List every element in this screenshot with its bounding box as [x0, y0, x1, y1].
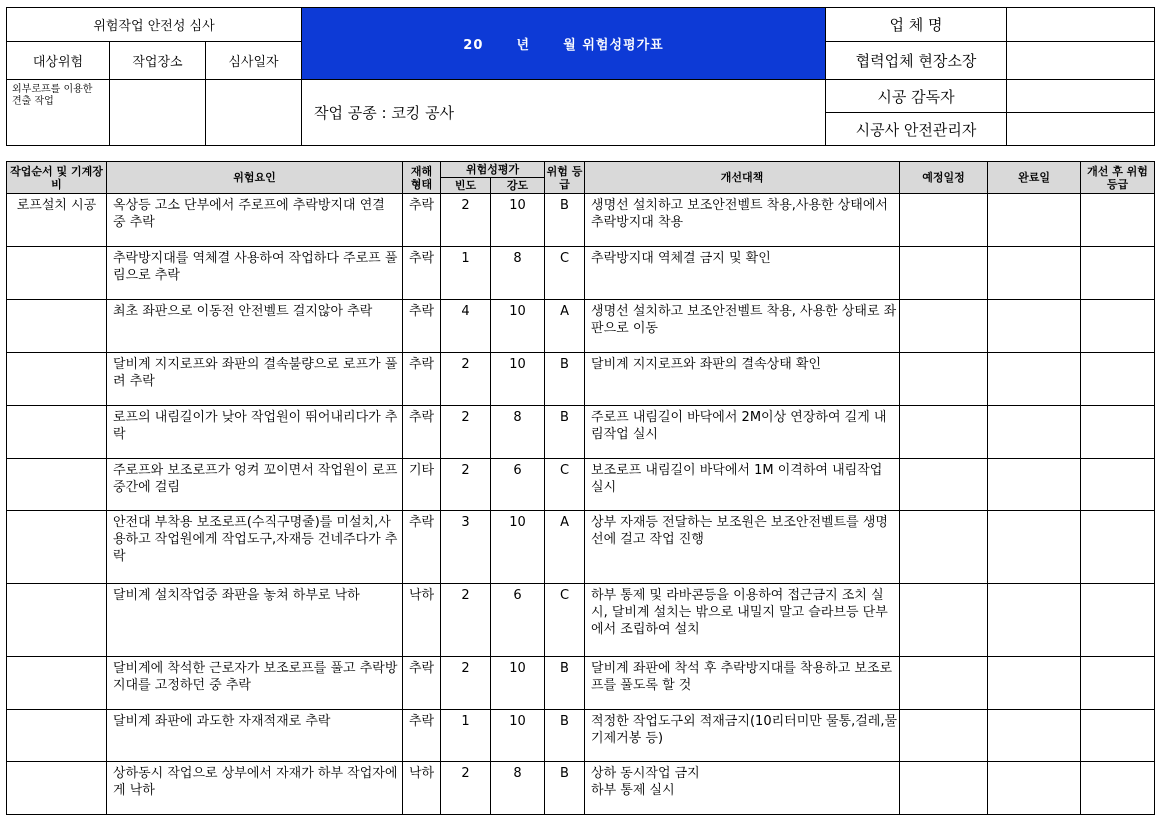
cell-frequency: 1 — [441, 710, 491, 762]
cell-severity: 10 — [491, 710, 545, 762]
cell-disaster-type: 추락 — [403, 194, 441, 247]
cell-procedure — [7, 762, 107, 815]
cell-hazard: 안전대 부착용 보조로프(수직구명줄)를 미설치,사용하고 작업원에게 작업도구,자재등 건네주다가 추락 — [107, 511, 403, 584]
place-value[interactable] — [110, 80, 206, 146]
table-row — [7, 406, 1155, 459]
cell-procedure — [7, 511, 107, 584]
cell-severity: 6 — [491, 459, 545, 511]
cell-procedure — [7, 584, 107, 657]
header-post-grade: 개선 후 위험등급 — [1081, 162, 1155, 194]
cell-frequency: 2 — [441, 584, 491, 657]
cell-schedule[interactable] — [900, 459, 988, 511]
cell-disaster-type: 낙하 — [403, 762, 441, 815]
col-target: 대상위험 — [7, 42, 110, 80]
review-title: 위험작업 안전성 심사 — [7, 8, 302, 42]
cell-procedure — [7, 657, 107, 710]
header-completion: 완료일 — [988, 162, 1081, 194]
cell-frequency: 3 — [441, 511, 491, 584]
cell-post-grade[interactable] — [1081, 710, 1155, 762]
cell-procedure — [7, 247, 107, 300]
cell-procedure — [7, 406, 107, 459]
cell-severity: 10 — [491, 511, 545, 584]
cell-completion[interactable] — [988, 511, 1081, 584]
header-severity: 강도 — [491, 178, 545, 194]
cell-risk-grade: A — [545, 511, 585, 584]
cell-hazard: 달비계 설치작업중 좌판을 놓쳐 하부로 낙하 — [107, 584, 403, 657]
header-risk-grade: 위험 등급 — [545, 162, 585, 194]
cell-hazard: 상하동시 작업으로 상부에서 자재가 하부 작업자에게 낙하 — [107, 762, 403, 815]
cell-hazard: 달비계 지지로프와 좌판의 결속불량으로 로프가 풀려 추락 — [107, 353, 403, 406]
header-schedule: 예정일정 — [900, 162, 988, 194]
cell-severity: 10 — [491, 657, 545, 710]
company-value[interactable] — [1007, 8, 1155, 42]
cell-completion[interactable] — [988, 657, 1081, 710]
cell-risk-grade: B — [545, 194, 585, 247]
cell-disaster-type: 추락 — [403, 353, 441, 406]
construction-supervisor-label: 시공 감독자 — [826, 80, 1007, 113]
cell-measure: 생명선 설치하고 보조안전벨트 착용, 사용한 상태로 좌판으로 이동 — [585, 300, 900, 353]
cell-completion[interactable] — [988, 247, 1081, 300]
cell-disaster-type: 낙하 — [403, 584, 441, 657]
table-row — [7, 247, 1155, 300]
title-year-unit: 년 — [516, 38, 531, 53]
cell-measure: 상하 동시작업 금지 하부 통제 실시 — [585, 762, 900, 815]
cell-measure: 생명선 설치하고 보조안전벨트 착용,사용한 상태에서 추락방지대 착용 — [585, 194, 900, 247]
cell-hazard: 최초 좌판으로 이동전 안전벨트 걸지않아 추락 — [107, 300, 403, 353]
header-hazard: 위험요인 — [107, 162, 403, 194]
cell-risk-grade: B — [545, 406, 585, 459]
cell-disaster-type: 추락 — [403, 406, 441, 459]
cell-post-grade[interactable] — [1081, 194, 1155, 247]
cell-severity: 10 — [491, 300, 545, 353]
cell-frequency: 4 — [441, 300, 491, 353]
cell-frequency: 2 — [441, 657, 491, 710]
cell-schedule[interactable] — [900, 353, 988, 406]
cell-completion[interactable] — [988, 353, 1081, 406]
cell-measure: 달비계 좌판에 착석 후 추락방지대를 착용하고 보조로프를 풀도록 할 것 — [585, 657, 900, 710]
partner-manager-label: 협력업체 현장소장 — [826, 42, 1007, 80]
cell-risk-grade: B — [545, 657, 585, 710]
cell-schedule[interactable] — [900, 584, 988, 657]
trade-label: 작업 공종 : 코킹 공사 — [302, 80, 826, 146]
cell-risk-grade: A — [545, 300, 585, 353]
cell-measure: 달비계 지지로프와 좌판의 결속상태 확인 — [585, 353, 900, 406]
cell-disaster-type: 추락 — [403, 511, 441, 584]
cell-risk-grade: B — [545, 710, 585, 762]
cell-frequency: 2 — [441, 406, 491, 459]
table-row — [7, 584, 1155, 657]
cell-post-grade[interactable] — [1081, 459, 1155, 511]
cell-severity: 8 — [491, 762, 545, 815]
cell-frequency: 2 — [441, 459, 491, 511]
cell-hazard: 로프의 내림길이가 낮아 작업원이 뛰어내리다가 추락 — [107, 406, 403, 459]
cell-risk-grade: B — [545, 353, 585, 406]
cell-completion[interactable] — [988, 762, 1081, 815]
table-row — [7, 762, 1155, 815]
header-table — [6, 7, 1155, 146]
cell-post-grade[interactable] — [1081, 584, 1155, 657]
cell-post-grade[interactable] — [1081, 353, 1155, 406]
cell-hazard: 달비계 좌판에 과도한 자재적재로 추락 — [107, 710, 403, 762]
table-row — [7, 194, 1155, 247]
cell-post-grade[interactable] — [1081, 406, 1155, 459]
cell-measure: 상부 자재등 전달하는 보조원은 보조안전벨트를 생명선에 걸고 작업 진행 — [585, 511, 900, 584]
cell-procedure — [7, 353, 107, 406]
header-measures: 개선대책 — [585, 162, 900, 194]
title-month-unit: 월 위험성평가표 — [563, 38, 664, 53]
cell-risk-grade: C — [545, 584, 585, 657]
table-row — [7, 710, 1155, 762]
cell-disaster-type: 기타 — [403, 459, 441, 511]
cell-measure: 주로프 내림길이 바닥에서 2M이상 연장하여 길게 내림작업 실시 — [585, 406, 900, 459]
cell-severity: 8 — [491, 406, 545, 459]
cell-procedure: 로프설치 시공 — [7, 194, 107, 247]
date-value[interactable] — [206, 80, 302, 146]
cell-schedule[interactable] — [900, 762, 988, 815]
cell-procedure — [7, 710, 107, 762]
cell-completion[interactable] — [988, 710, 1081, 762]
cell-hazard: 옥상등 고소 단부에서 주로프에 추락방지대 연결 중 추락 — [107, 194, 403, 247]
cell-severity: 10 — [491, 353, 545, 406]
table-row — [7, 353, 1155, 406]
cell-post-grade[interactable] — [1081, 511, 1155, 584]
target-value: 외부로프를 이용한 견출 작업 — [7, 80, 110, 146]
header-procedure: 작업순서 및 기계장비 — [7, 162, 107, 194]
cell-completion[interactable] — [988, 459, 1081, 511]
cell-schedule[interactable] — [900, 247, 988, 300]
header-disaster-type: 재해 형태 — [403, 162, 441, 194]
table-row — [7, 657, 1155, 710]
cell-schedule[interactable] — [900, 194, 988, 247]
header-frequency: 빈도 — [441, 178, 491, 194]
col-place: 작업장소 — [110, 42, 206, 80]
cell-measure: 보조로프 내림길이 바닥에서 1M 이격하여 내림작업 실시 — [585, 459, 900, 511]
cell-schedule[interactable] — [900, 710, 988, 762]
cell-schedule[interactable] — [900, 300, 988, 353]
cell-frequency: 1 — [441, 247, 491, 300]
cell-measure: 추락방지대 역체결 금지 및 확인 — [585, 247, 900, 300]
cell-schedule[interactable] — [900, 511, 988, 584]
cell-risk-grade: B — [545, 762, 585, 815]
page-title — [302, 8, 826, 80]
cell-post-grade[interactable] — [1081, 300, 1155, 353]
cell-disaster-type: 추락 — [403, 657, 441, 710]
table-body — [7, 194, 1155, 815]
table-row — [7, 300, 1155, 353]
cell-hazard: 달비계에 착석한 근로자가 보조로프를 풀고 추락방지대를 고정하던 중 추락 — [107, 657, 403, 710]
cell-frequency: 2 — [441, 194, 491, 247]
construction-supervisor-value[interactable] — [1007, 80, 1155, 113]
cell-post-grade[interactable] — [1081, 657, 1155, 710]
cell-completion[interactable] — [988, 194, 1081, 247]
cell-schedule[interactable] — [900, 657, 988, 710]
cell-severity: 6 — [491, 584, 545, 657]
risk-assessment-table — [6, 161, 1155, 815]
partner-manager-value[interactable] — [1007, 42, 1155, 80]
col-date: 심사일자 — [206, 42, 302, 80]
table-row — [7, 459, 1155, 511]
cell-hazard: 주로프와 보조로프가 엉켜 꼬이면서 작업원이 로프 중간에 걸림 — [107, 459, 403, 511]
header-risk-eval: 위험성평가 — [441, 162, 545, 178]
cell-severity: 10 — [491, 194, 545, 247]
cell-frequency: 2 — [441, 353, 491, 406]
cell-completion[interactable] — [988, 300, 1081, 353]
cell-risk-grade: C — [545, 247, 585, 300]
cell-disaster-type: 추락 — [403, 247, 441, 300]
cell-procedure — [7, 459, 107, 511]
safety-manager-label: 시공사 안전관리자 — [826, 113, 1007, 146]
cell-hazard: 추락방지대를 역체결 사용하여 작업하다 주로프 풀림으로 추락 — [107, 247, 403, 300]
cell-completion[interactable] — [988, 406, 1081, 459]
cell-post-grade[interactable] — [1081, 762, 1155, 815]
cell-severity: 8 — [491, 247, 545, 300]
cell-completion[interactable] — [988, 584, 1081, 657]
company-label: 업 체 명 — [826, 8, 1007, 42]
cell-disaster-type: 추락 — [403, 300, 441, 353]
cell-risk-grade: C — [545, 459, 585, 511]
cell-measure: 적정한 작업도구외 적재금지(10리터미만 물통,걸레,물기제거봉 등) — [585, 710, 900, 762]
cell-measure: 하부 통제 및 라바콘등을 이용하여 접근금지 조치 실시, 달비계 설치는 밖으로 내밀지 말고 슬라브등 단부에서 조립하여 설치 — [585, 584, 900, 657]
cell-post-grade[interactable] — [1081, 247, 1155, 300]
cell-procedure — [7, 300, 107, 353]
cell-frequency: 2 — [441, 762, 491, 815]
title-year: 20 — [463, 38, 484, 53]
table-row — [7, 511, 1155, 584]
cell-disaster-type: 추락 — [403, 710, 441, 762]
safety-manager-value[interactable] — [1007, 113, 1155, 146]
cell-schedule[interactable] — [900, 406, 988, 459]
